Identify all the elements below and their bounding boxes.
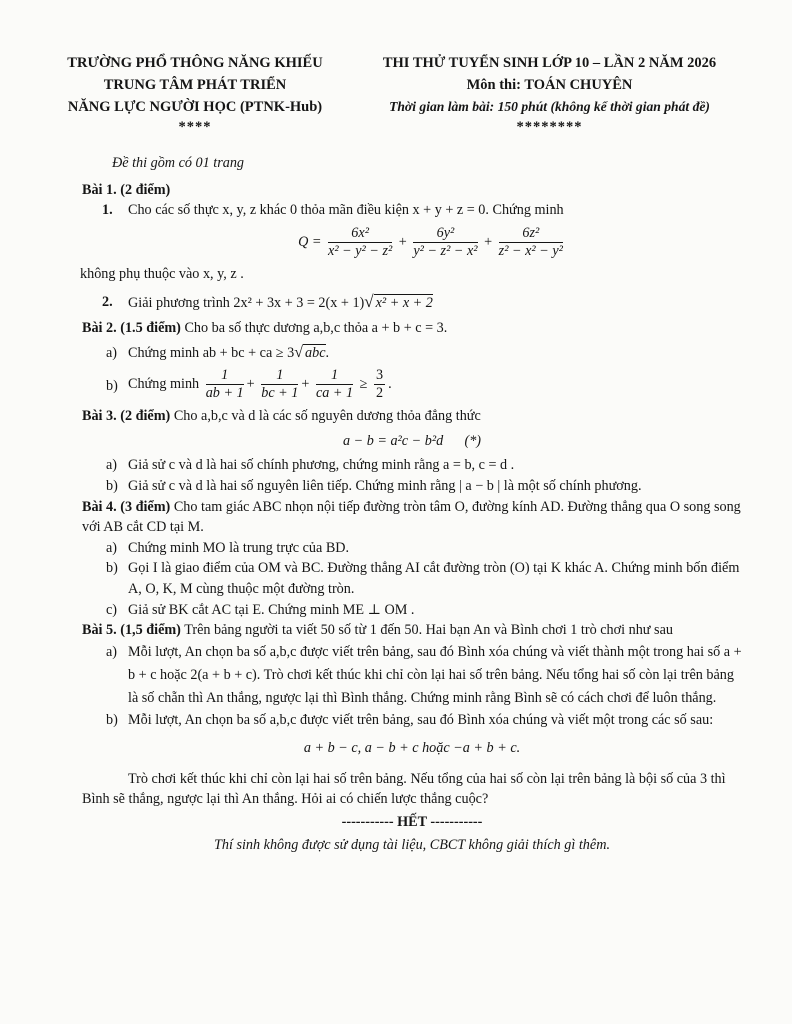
bai4-b-label: b) bbox=[106, 560, 118, 577]
exam-header bbox=[352, 52, 747, 136]
school-line-3: NĂNG LỰC NGƯỜI HỌC (PTNK-Hub) bbox=[67, 99, 323, 115]
bai5-a bbox=[82, 641, 742, 710]
bai5-a-label: a) bbox=[106, 643, 118, 660]
bai1-q2-sqrt: x² + x + 2 bbox=[375, 295, 433, 312]
bai3-b-text: Giả sử c và d là hai số nguyên liên tiếp. Chứng minh rằng | a − b | là một số chính phương. bbox=[128, 477, 642, 494]
bai4-c bbox=[82, 600, 742, 621]
bai4-a-label: a) bbox=[106, 539, 118, 556]
bai1-q1-formula: Q = $\frac{\text{6x²}}{\text{x² − y² − z²}}$ + $\frac{\text{6y²}}{\text{y² − z² − x²}}$ + $\frac{\text{6z²}}{\text{z² − x² − y²}}$ bbox=[298, 224, 563, 259]
bai3-intro: Cho a,b,c và d là các số nguyên dương thỏa đẳng thức bbox=[170, 408, 481, 425]
fraction-3: $\frac{\text{6z²}}{\text{z² − x² − y²}}$ bbox=[498, 224, 563, 259]
school-line-1: TRƯỜNG PHỔ THÔNG NĂNG KHIẾU bbox=[67, 55, 323, 71]
bai4-intro-line bbox=[82, 497, 742, 538]
bai3-a bbox=[82, 455, 742, 476]
bai4-title: Bài 4. (3 điểm) bbox=[82, 498, 171, 515]
bai5-b bbox=[82, 710, 742, 731]
bai2-b-text: Chứng minh bbox=[128, 375, 200, 392]
fraction-b1: $\frac{1}{ab + 1}$ bbox=[205, 367, 244, 402]
bai5-b-label: b) bbox=[106, 711, 118, 728]
bai2-intro: Cho ba số thực dương a,b,c thỏa a + b + c = 3. bbox=[180, 319, 448, 336]
bai2-b-end: . bbox=[388, 375, 392, 392]
bai4-c-label: c) bbox=[106, 601, 118, 618]
school-stars: **** bbox=[178, 119, 212, 135]
bai1-q1 bbox=[82, 200, 742, 221]
bai2-a-text: Chứng minh ab + bc + ca ≥ 3 bbox=[128, 344, 295, 361]
fraction-1: $\frac{\text{6x²}}{\text{x² − y² − z²}}$ bbox=[328, 224, 393, 259]
bai1-title: Bài 1. (2 điểm) bbox=[82, 181, 171, 198]
bai2-a-label: a) bbox=[106, 344, 118, 361]
bai3-intro-line bbox=[82, 406, 742, 427]
school-line-2: TRUNG TÂM PHÁT TRIỂN bbox=[103, 77, 287, 93]
footer-note: Thí sinh không được sử dụng tài liệu, CBCT không giải thích gì thêm. bbox=[214, 836, 610, 853]
bai1-q2-label: 2. bbox=[102, 294, 113, 311]
bai5-a-text: Mỗi lượt, An chọn ba số a,b,c được viết trên bảng, sau đó Bình xóa chúng và viết thành một trong hai số a + b + c hoặc 2(a + b + c). Trò chơi kết thúc khi chỉ còn lại hai số trên bảng. Nếu tổng hai số còn lại trên bảng là số chẵn thì An thắng, ngược lại thì Bình thắng. Chứng minh rằng Bình sẽ có cách chơi để luôn thắng. bbox=[128, 643, 742, 706]
bai4-b-text: Gọi I là giao điểm của OM và BC. Đường thẳng AI cắt đường tròn (O) tại K khác A. Chứng minh bốn điểm A, O, K, M cùng thuộc một đường tròn. bbox=[128, 560, 740, 597]
fraction-2: $\frac{\text{6y²}}{\text{y² − z² − x²}}$ bbox=[413, 224, 478, 259]
fraction-b4: $\frac{3}{2}$ bbox=[375, 367, 384, 402]
bai5-conclusion: Trò chơi kết thúc khi chỉ còn lại hai số trên bảng. Nếu tổng của hai số còn lại trên bảng là bội số của 3 thì Bình sẽ thắng, ngược lại thì An thắng. Hỏi ai có chiến lược thắng cuộc? bbox=[82, 770, 726, 808]
bai4-intro: Cho tam giác ABC nhọn nội tiếp đường tròn tâm O, đường kính AD. Đường thẳng qua O song song với AB cắt CD tại M. bbox=[82, 498, 741, 536]
bai2-title: Bài 2. (1.5 điểm) bbox=[82, 319, 181, 336]
page-count-note: Đề thi gồm có 01 trang bbox=[112, 155, 245, 171]
bai1-q2: 2. Giải phương trình 2x² + 3x + 3 = 2(x + 1)√ x² + x + 2 bbox=[102, 292, 433, 312]
bai4-a-text: Chứng minh MO là trung trực của BD. bbox=[128, 539, 350, 556]
bai5-b-text: Mỗi lượt, An chọn ba số a,b,c được viết trên bảng, sau đó Bình xóa chúng và viết một trong các số sau: bbox=[128, 711, 714, 728]
bai2-b-rhs: ≥ bbox=[359, 375, 368, 392]
bai4-c-text: Giả sử BK cắt AC tại E. Chứng minh ME ⊥ OM . bbox=[128, 601, 415, 618]
bai5-intro-line bbox=[82, 620, 742, 641]
bai5-intro: Trên bảng người ta viết 50 số từ 1 đến 50. Hai bạn An và Bình chơi 1 trò chơi như sau bbox=[180, 622, 673, 639]
bai4-a bbox=[82, 538, 742, 559]
bai4-b bbox=[82, 558, 742, 599]
bai2-b-label: b) bbox=[106, 378, 118, 395]
bai3-b-label: b) bbox=[106, 477, 118, 494]
bai2-intro-line bbox=[82, 318, 742, 339]
exam-title: THI THỬ TUYỂN SINH LỚP 10 – LẦN 2 NĂM 2026 bbox=[382, 55, 717, 71]
bai3-formula: a − b = a²c − b²d (*) bbox=[342, 432, 482, 449]
exam-subject: Môn thi: TOÁN CHUYÊN bbox=[466, 77, 633, 93]
bai3-a-label: a) bbox=[106, 457, 118, 474]
bai3-b bbox=[82, 476, 742, 497]
bai1-q1-text: Cho các số thực x, y, z khác 0 thỏa mãn điều kiện x + y + z = 0. Chứng minh bbox=[128, 202, 564, 219]
bai1-q1-tail: không phụ thuộc vào x, y, z . bbox=[80, 265, 244, 282]
bai3-a-text: Giả sử c và d là hai số chính phương, chứng minh rằng a = b, c = d . bbox=[128, 457, 515, 474]
end-mark: ----------- HẾT ----------- bbox=[341, 814, 483, 831]
bai1-q1-label: 1. bbox=[102, 202, 113, 219]
bai2-a: a) Chứng minh ab + bc + ca ≥ 3√ abc. bbox=[82, 343, 742, 364]
bai2-a-end: . bbox=[325, 344, 330, 361]
q-lhs: Q = bbox=[298, 233, 322, 250]
bai1-q2-text: Giải phương trình 2x² + 3x + 3 = 2(x + 1) bbox=[128, 295, 365, 312]
fraction-b2: $\frac{1}{bc + 1}$ bbox=[261, 367, 299, 402]
bai3-title: Bài 3. (2 điểm) bbox=[82, 408, 171, 425]
exam-time: Thời gian làm bài: 150 phút (không kể thời gian phát đề) bbox=[389, 99, 710, 114]
school-header bbox=[50, 52, 340, 136]
fraction-b3: $\frac{1}{ca + 1}$ bbox=[315, 367, 354, 402]
bai5-b-formula: a + b − c, a − b + c hoặc −a + b + c. bbox=[303, 740, 521, 757]
bai2-a-sqrt: abc bbox=[305, 344, 326, 361]
exam-body bbox=[82, 153, 742, 855]
bai5-title: Bài 5. (1,5 điểm) bbox=[82, 622, 181, 639]
bai2-b: b) Chứng minh $\frac{1}{ab + 1}$ + $\frac{1}{bc + 1}$ + $\frac{1}{ca + 1}$ ≥ $\frac{3}{2}$ . bbox=[106, 367, 392, 402]
exam-stars: ******** bbox=[516, 119, 583, 135]
